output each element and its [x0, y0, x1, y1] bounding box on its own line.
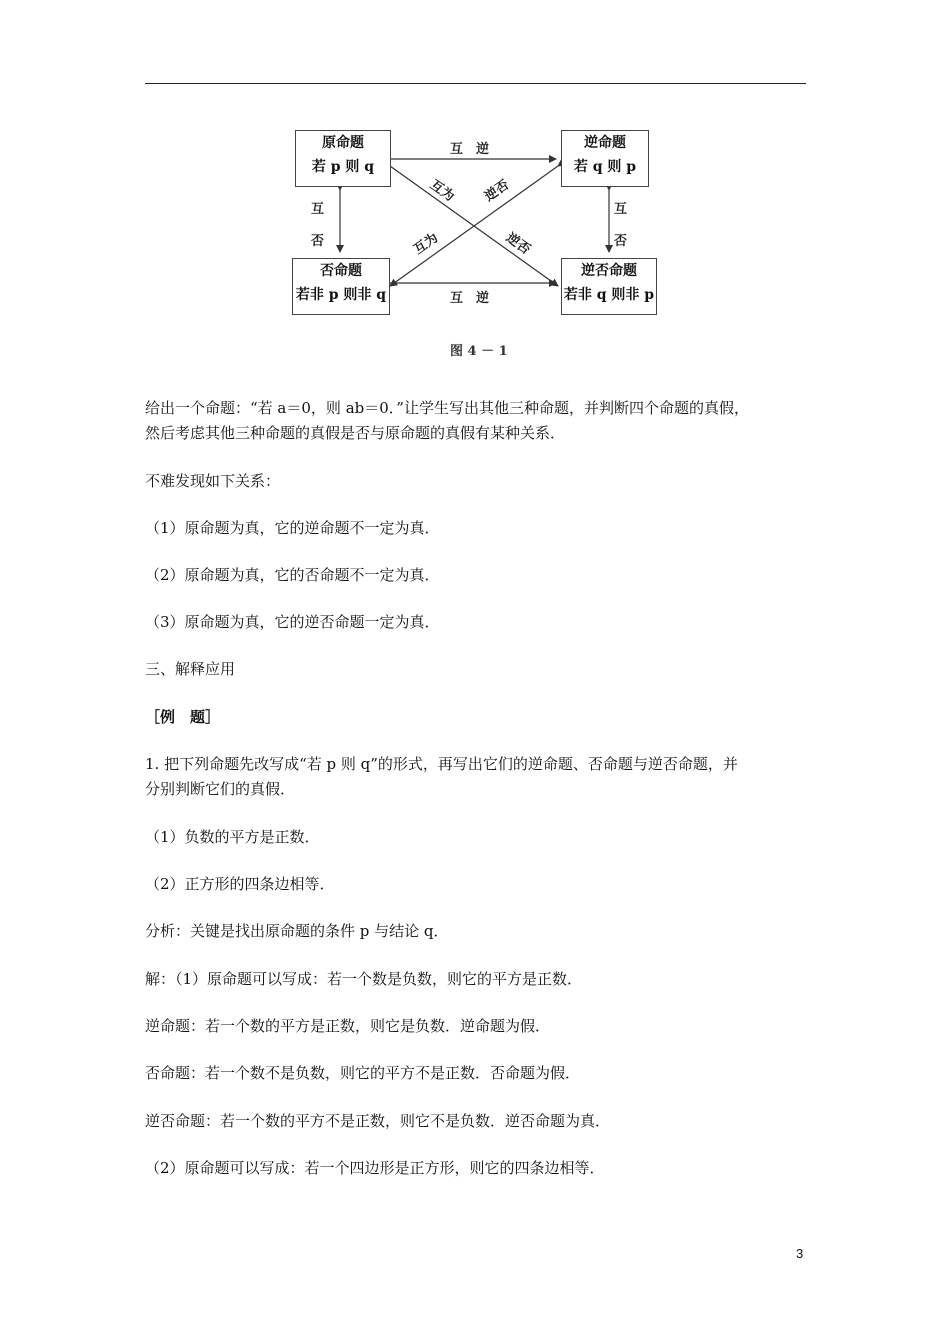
paragraph: （1）原命题为真，它的逆命题不一定为真． [145, 519, 440, 537]
box-contrapositive-title: 逆否命题 [581, 263, 637, 279]
box-inverse [292, 258, 390, 315]
paragraph: 解：（1）原命题可以写成：若一个数是负数，则它的平方是正数． [145, 970, 583, 988]
label-left-1: 互 [311, 202, 325, 217]
label-right-1: 互 [614, 202, 628, 217]
figure-caption: 图 4 － 1 [450, 344, 508, 359]
paragraph: 然后考虑其他三种命题的真假是否与原命题的真假有某种关系． [145, 424, 566, 442]
label-left-2: 否 [311, 234, 325, 249]
paragraph: （3）原命题为真，它的逆否命题一定为真． [145, 613, 440, 631]
box-converse-sub: 若 q 则 p [573, 159, 637, 175]
proposition-relation-diagram [280, 120, 670, 325]
paragraph: 分别判断它们的真假． [145, 780, 296, 798]
paragraph: 逆否命题：若一个数的平方不是正数，则它不是负数．逆否命题为真． [145, 1112, 611, 1130]
page-number: 3 [796, 1246, 804, 1261]
paragraph: （2）原命题可以写成：若一个四边形是正方形，则它的四条边相等． [145, 1159, 605, 1177]
box-converse [561, 130, 649, 187]
label-diag-2: 逆否 [482, 177, 513, 205]
paragraph: 分析：关键是找出原命题的条件 p 与结论 q． [145, 922, 449, 940]
paragraph: （2）原命题为真，它的否命题不一定为真． [145, 566, 440, 584]
label-diag-4: 逆否 [502, 230, 533, 258]
box-original-title: 原命题 [322, 135, 364, 151]
paragraph: 否命题：若一个数不是负数，则它的平方不是正数．否命题为假． [145, 1064, 581, 1082]
paragraph: 给出一个命题：“若 a＝0，则 ab＝0．”让学生写出其他三种命题，并判断四个命题的真假， [145, 399, 749, 417]
label-top: 互 逆 [450, 142, 490, 157]
label-diag-1: 互为 [426, 177, 457, 205]
box-inverse-sub: 若非 p 则非 q [295, 287, 387, 303]
box-original [295, 130, 391, 187]
paragraph: （2）正方形的四条边相等． [145, 875, 335, 893]
box-contrapositive-sub: 若非 q 则非 p [563, 287, 655, 303]
label-right-2: 否 [614, 234, 628, 249]
box-contrapositive [561, 258, 657, 315]
paragraph: 1. 把下列命题先改写成“若 p 则 q”的形式，再写出它们的逆命题、否命题与逆否命题，并 [145, 755, 738, 773]
header-rule [145, 83, 806, 84]
paragraph: 不难发现如下关系： [145, 472, 281, 490]
paragraph: 逆命题：若一个数的平方是正数，则它是负数．逆命题为假． [145, 1017, 551, 1035]
box-inverse-title: 否命题 [320, 263, 362, 279]
label-bottom: 互 逆 [450, 291, 490, 306]
label-diag-3: 互为 [411, 230, 442, 258]
box-converse-title: 逆命题 [584, 135, 626, 151]
example-heading: ［例 题］ [145, 708, 221, 726]
box-original-sub: 若 p 则 q [311, 159, 375, 175]
paragraph: （1）负数的平方是正数． [145, 828, 320, 846]
section-heading: 三、解释应用 [145, 660, 236, 678]
